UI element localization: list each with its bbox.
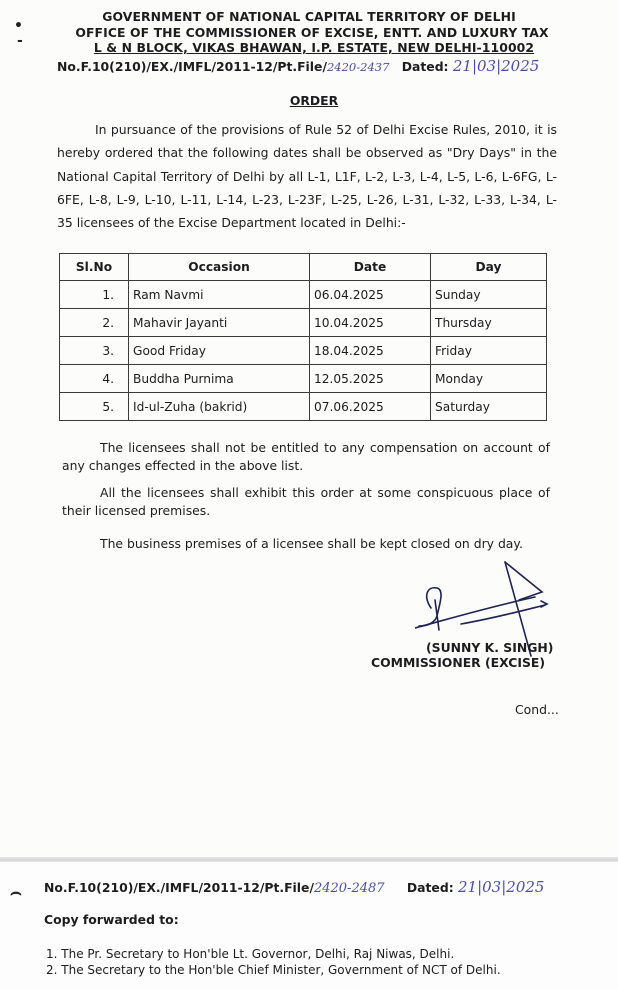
copy-forwarded-heading: Copy forwarded to: <box>44 912 179 927</box>
cell-occasion: Id-ul-Zuha (bakrid) <box>129 393 310 421</box>
order-paragraph-1 <box>57 118 557 234</box>
punch-hole-mark: • <box>14 18 23 34</box>
cell-slno: 5. <box>60 393 129 421</box>
table-row <box>60 337 547 365</box>
recipient-list-item: 1. The Pr. Secretary to Hon'ble Lt. Governor, Delhi, Raj Niwas, Delhi. <box>46 947 455 961</box>
punch-hole-mark: - <box>17 33 23 49</box>
page2-dated-label: Dated: <box>406 880 454 895</box>
cell-date: 07.06.2025 <box>310 393 431 421</box>
cell-day: Sunday <box>431 281 547 309</box>
header-government: GOVERNMENT OF NATIONAL CAPITAL TERRITORY OF DELHI <box>102 9 516 24</box>
cell-date: 10.04.2025 <box>310 309 431 337</box>
column-header-occasion: Occasion <box>129 254 310 281</box>
page2-file-number-prefix: No.F.10(210)/EX./IMFL/2011-12/Pt.File/ <box>44 880 314 895</box>
column-header-slno: Sl.No <box>60 254 129 281</box>
page2-file-number-handwritten: 2420-2487 <box>313 881 385 896</box>
file-number-prefix: No.F.10(210)/EX./IMFL/2011-12/Pt.File/ <box>57 59 327 74</box>
paragraph-compensation <box>62 439 550 475</box>
table-header-row <box>60 254 547 281</box>
cell-slno: 3. <box>60 337 129 365</box>
paragraph-closed-dry-day-text: The business premises of a licensee shall be kept closed on dry day. <box>100 536 523 551</box>
cell-day: Friday <box>431 337 547 365</box>
cell-occasion: Good Friday <box>129 337 310 365</box>
file-number-line <box>57 57 539 75</box>
recipient-list-item: 2. The Secretary to the Hon'ble Chief Minister, Government of NCT of Delhi. <box>46 963 501 977</box>
paragraph-exhibit-order-text: All the licensees shall exhibit this order at some conspicuous place of their licensed premises. <box>62 485 550 518</box>
paragraph-compensation-text: The licensees shall not be entitled to any compensation on account of any changes effected in the above list. <box>62 440 550 473</box>
cell-occasion: Buddha Purnima <box>129 365 310 393</box>
dated-label: Dated: <box>401 59 449 74</box>
order-title: ORDER <box>289 93 339 108</box>
cell-slno: 4. <box>60 365 129 393</box>
table-row <box>60 281 547 309</box>
table-row <box>60 309 547 337</box>
signatory-title: COMMISSIONER (EXCISE) <box>371 655 546 670</box>
page2-dated-handwritten: 21|03|2025 <box>458 878 545 896</box>
paragraph-exhibit-order <box>62 484 550 520</box>
header-office: OFFICE OF THE COMMISSIONER OF EXCISE, ENTT. AND LUXURY TAX <box>75 25 549 40</box>
column-header-day: Day <box>431 254 547 281</box>
page2-file-number-line <box>44 878 544 896</box>
column-header-date: Date <box>310 254 431 281</box>
cell-slno: 1. <box>60 281 129 309</box>
paragraph-closed-dry-day <box>62 535 550 553</box>
table-row <box>60 393 547 421</box>
punch-hole-mark: ⌢ <box>10 882 22 903</box>
cell-date: 12.05.2025 <box>310 365 431 393</box>
cell-occasion: Ram Navmi <box>129 281 310 309</box>
table-row <box>60 365 547 393</box>
cell-slno: 2. <box>60 309 129 337</box>
cell-occasion: Mahavir Jayanti <box>129 309 310 337</box>
file-number-handwritten: 2420-2437 <box>326 60 390 74</box>
cell-day: Monday <box>431 365 547 393</box>
dated-handwritten: 21|03|2025 <box>452 57 540 75</box>
order-paragraph-1-text: In pursuance of the provisions of Rule 52 of Delhi Excise Rules, 2010, it is hereby ordered that the following dates shall be observed as "Dry Days" in the National Capital Territory of Delhi by all L-1, L1F, L-2, L-3, L-4, L-5, L-6, L-6FG, L-6FE, L-8, L-9, L-10, L-11, L-14, L-23, L-23F, L-25, L-26, L-31, L-32, L-33, L-34, L-35 licensees of the Excise Department located in Delhi:- <box>57 122 557 231</box>
cell-day: Thursday <box>431 309 547 337</box>
cell-day: Saturday <box>431 393 547 421</box>
continued-marker: Cond... <box>515 702 559 717</box>
cell-date: 18.04.2025 <box>310 337 431 365</box>
cell-date: 06.04.2025 <box>310 281 431 309</box>
header-address: L & N BLOCK, VIKAS BHAWAN, I.P. ESTATE, NEW DELHI-110002 <box>93 40 535 55</box>
dry-days-table <box>59 253 547 421</box>
signatory-name: (SUNNY K. SINGH) <box>426 640 554 655</box>
